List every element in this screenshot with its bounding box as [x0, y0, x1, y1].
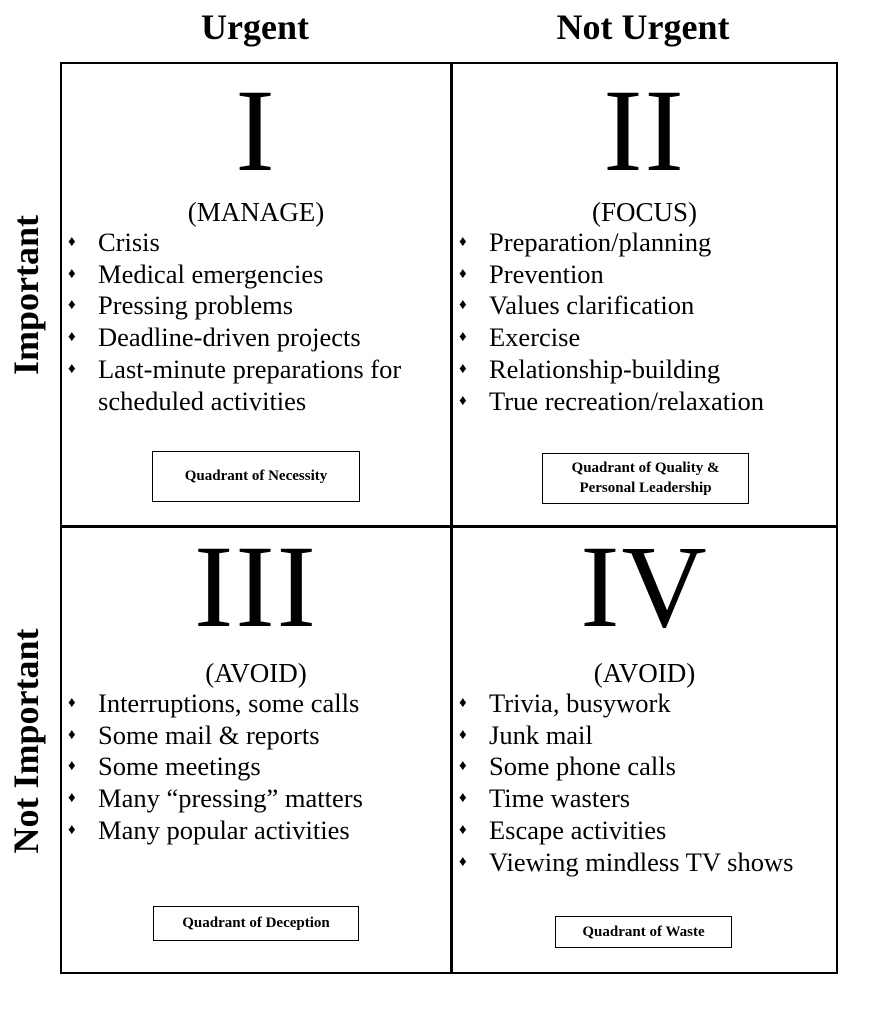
quadrant-label-box: Quadrant of Deception: [153, 906, 359, 941]
quadrant-grid: [60, 62, 838, 974]
list-item: [459, 290, 834, 322]
quadrant-action: (FOCUS): [591, 197, 698, 227]
bullet-icon: ♦: [68, 695, 76, 711]
list-item: [459, 386, 834, 418]
bullet-icon: ♦: [459, 297, 467, 314]
list-item-text: Junk mail: [489, 719, 593, 750]
bullet-icon: ♦: [68, 297, 76, 314]
bullet-icon: ♦: [459, 853, 467, 870]
bullet-icon: ♦: [459, 821, 467, 838]
list-item: [459, 751, 834, 783]
list-item-text: Pressing problems: [98, 290, 294, 321]
quadrant-numeral: I: [235, 65, 277, 196]
list-item-text: Deadline-driven projects: [98, 322, 361, 353]
list-item-text: Exercise: [489, 322, 581, 353]
quadrant-numeral: III: [194, 521, 318, 652]
bullet-icon: ♦: [459, 234, 467, 250]
list-item-text: Preparation/planning: [489, 227, 712, 257]
list-item-text: Last-minute preparations for: [98, 353, 402, 384]
row-header-not-important-label: Not Important: [6, 628, 46, 854]
list-item-text: Interruptions, some calls: [98, 688, 360, 718]
list-item: [459, 783, 834, 815]
list-item: [68, 815, 448, 847]
bullet-icon: ♦: [459, 790, 467, 807]
list-item-text: Escape activities: [489, 814, 667, 845]
list-item-text: Some mail & reports: [98, 719, 320, 750]
quadrant-1: [62, 64, 450, 525]
quadrant-item-list: [459, 227, 834, 417]
list-item-text: Time wasters: [489, 783, 631, 814]
list-item: [459, 847, 834, 879]
bullet-icon: ♦: [68, 329, 76, 346]
list-item: [68, 688, 448, 720]
bullet-icon: ♦: [459, 265, 467, 282]
quadrant-label-line: Personal Leadership: [579, 480, 712, 496]
quadrant-4: [453, 521, 836, 972]
list-item-text: Many popular activities: [98, 814, 350, 845]
bullet-icon: ♦: [459, 360, 467, 377]
list-item-text: Values clarification: [489, 290, 695, 321]
list-item-text: Crisis: [98, 227, 160, 257]
list-item-text: Prevention: [489, 258, 604, 289]
list-item: [68, 290, 448, 322]
bullet-icon: ♦: [68, 758, 76, 775]
bullet-icon: ♦: [459, 695, 467, 711]
quadrant-action: (MANAGE): [187, 197, 325, 227]
column-header-urgent: Urgent: [201, 7, 309, 47]
list-item: [459, 815, 834, 847]
bullet-icon: ♦: [459, 758, 467, 775]
quadrant-action: (AVOID): [593, 658, 696, 688]
quadrant-item-list: [68, 227, 448, 417]
list-item: [459, 322, 834, 354]
bullet-icon: ♦: [68, 821, 76, 838]
quadrant-label-box: Quadrant of Waste: [555, 916, 732, 948]
list-item: [68, 783, 448, 815]
list-item: [459, 688, 834, 720]
list-item: [68, 720, 448, 752]
list-item: [68, 259, 448, 291]
list-item: [459, 227, 834, 259]
quadrant-label-line: Quadrant of Quality &: [571, 460, 720, 476]
bullet-icon: ♦: [68, 234, 76, 250]
list-item: [68, 322, 448, 354]
list-item: [68, 354, 448, 386]
quadrant-action: (AVOID): [205, 658, 307, 688]
quadrant-numeral: II: [603, 65, 686, 196]
list-item: [459, 720, 834, 752]
quadrant-3: [62, 521, 450, 972]
list-item-text: Medical emergencies: [98, 258, 324, 289]
row-header-important-label: Important: [6, 215, 46, 375]
bullet-icon: ♦: [68, 726, 76, 743]
quadrant-item-list: [68, 688, 448, 847]
list-item: [459, 354, 834, 386]
list-item-text: True recreation/relaxation: [489, 385, 764, 416]
list-item-text: Viewing mindless TV shows: [489, 846, 794, 877]
bullet-icon: ♦: [68, 265, 76, 282]
quadrant-2: [453, 64, 836, 525]
list-item: [459, 259, 834, 291]
list-item-continuation: [68, 386, 448, 418]
list-item-text: Some meetings: [98, 751, 261, 782]
list-item-text: Many “pressing” matters: [98, 783, 363, 814]
list-item-text: scheduled activities: [98, 385, 307, 416]
quadrant-numeral: IV: [580, 521, 709, 652]
list-item: [68, 751, 448, 783]
bullet-icon: ♦: [459, 329, 467, 346]
list-item-text: Some phone calls: [489, 751, 676, 782]
quadrant-label-box: [542, 453, 749, 504]
bullet-icon: ♦: [459, 726, 467, 743]
bullet-icon: ♦: [459, 392, 467, 409]
bullet-icon: ♦: [68, 360, 76, 377]
quadrant-label-box: Quadrant of Necessity: [152, 451, 360, 502]
list-item-text: Trivia, busywork: [489, 688, 671, 718]
column-header-not-urgent: Not Urgent: [556, 7, 730, 47]
quadrant-item-list: [459, 688, 834, 878]
bullet-icon: ♦: [68, 790, 76, 807]
list-item-text: Relationship-building: [489, 353, 721, 384]
list-item: [68, 227, 448, 259]
